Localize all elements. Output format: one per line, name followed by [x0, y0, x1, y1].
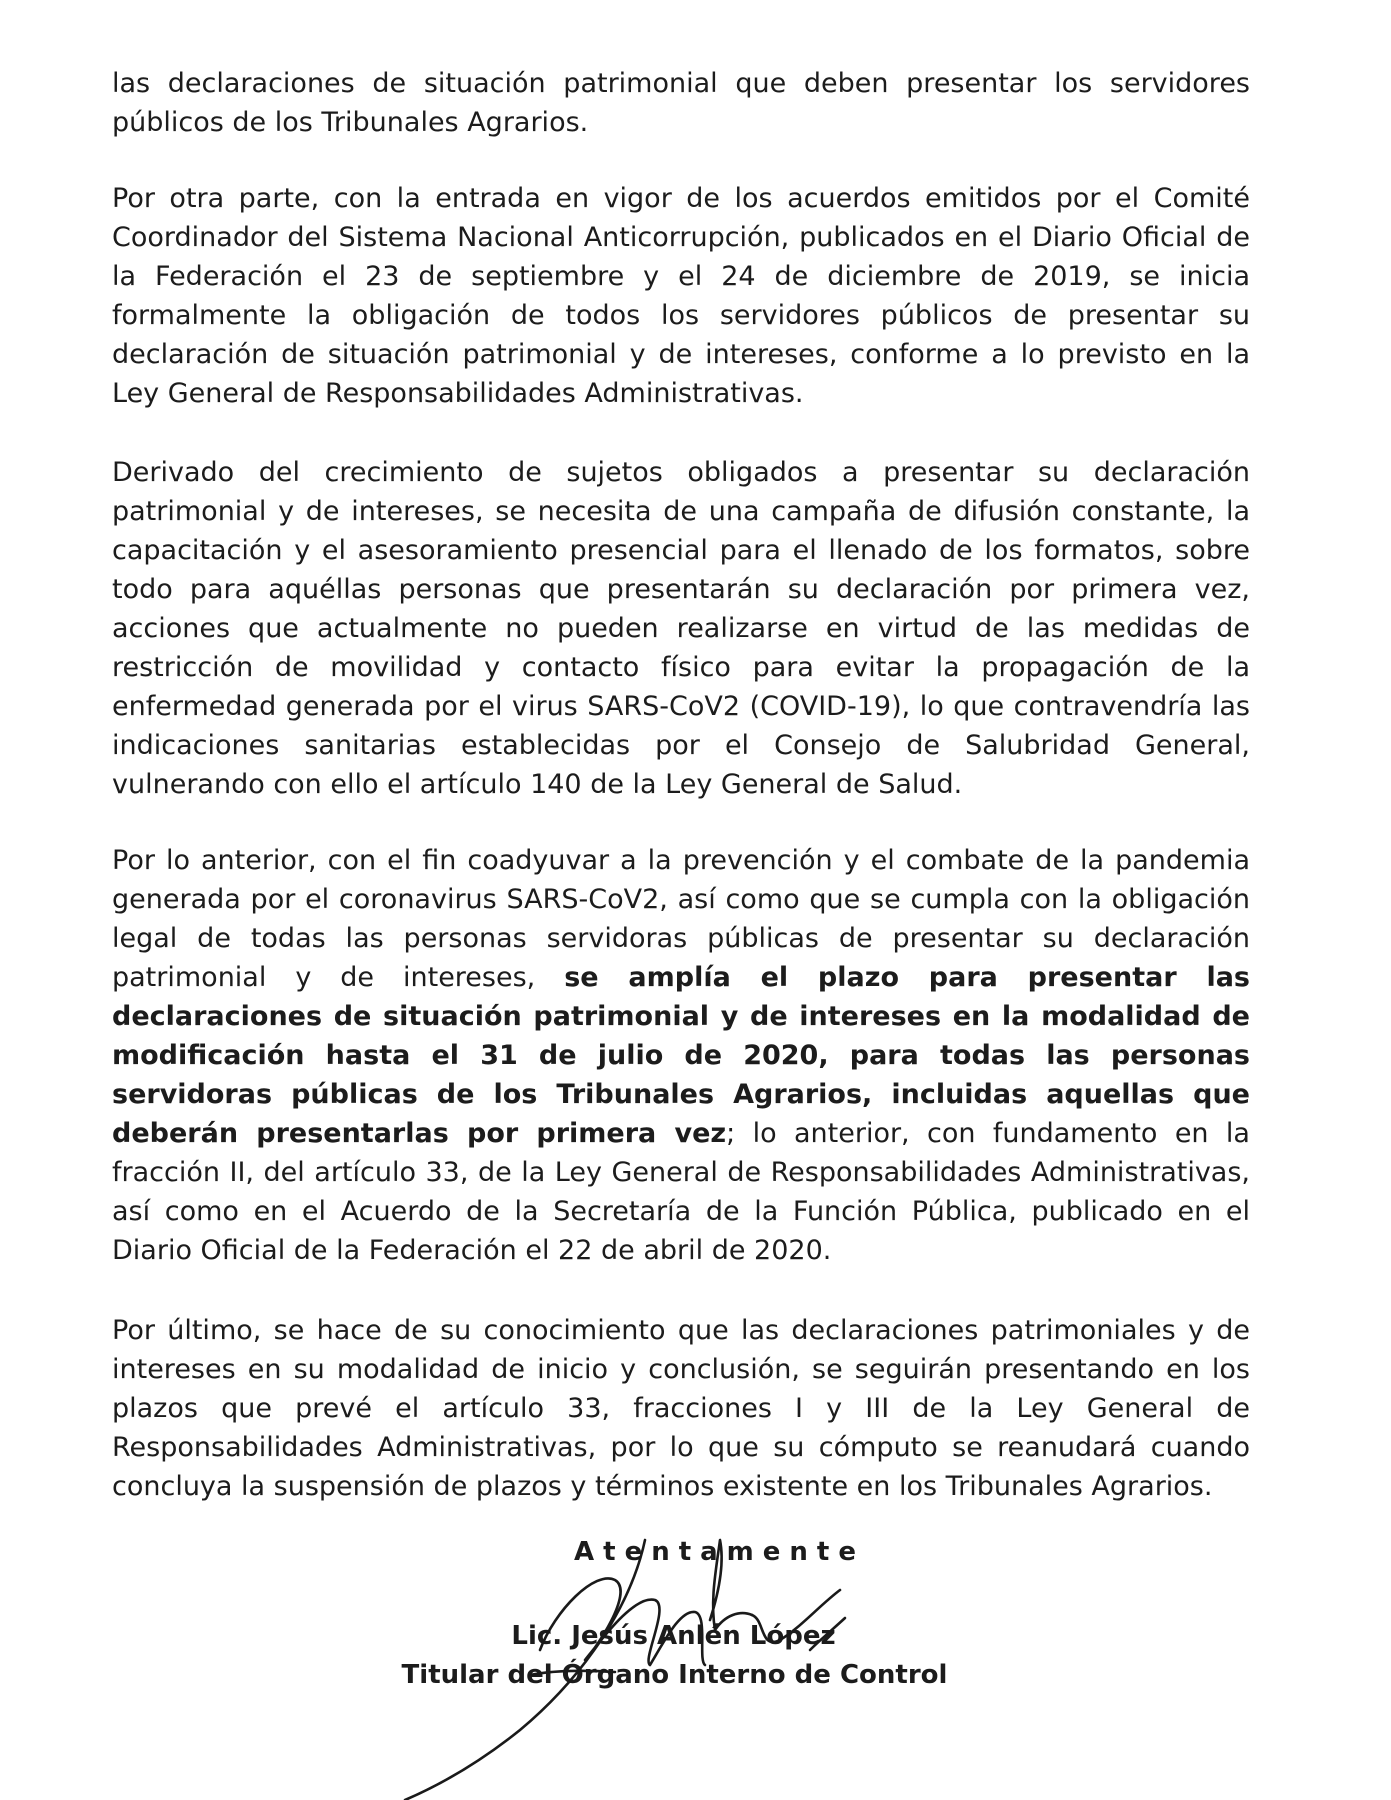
paragraph-covid-restrictions: Derivado del crecimiento de sujetos obligados a presentar su declaración patrimonial y de intereses, se necesita de una campaña de difusión constante, la capacitación y el asesoramiento presencial para el llenado de los formatos, sobre todo para aquéllas personas que presentarán su declaración por primera vez, acciones que actualmente no pueden realizarse en virtud de las medidas de restricción de movilidad y contacto físico para evitar la propagación de la enfermedad generada por el virus SARS-CoV2 (COVID-19), lo que contravendría las indicaciones sanitarias establecidas por el Consejo de Salubridad General, vulnerando con ello el artículo 140 de la Ley General de Salud.: [112, 457, 1250, 800]
paragraph-anticorruption-agreements: Por otra parte, con la entrada en vigor de los acuerdos emitidos por el Comité Coordinador del Sistema Nacional Anticorrupción, publicados en el Diario Oficial de la Federación el 23 de septiembre y el 24 de diciembre de 2019, se inicia formalmente la obligación de todos los servidores públicos de presentar su declaración de situación patrimonial y de intereses, conforme a lo previsto en la Ley General de Responsabilidades Administrativas.: [112, 183, 1250, 409]
paragraph-deadline-extension-start: Por lo anterior, con el fin coadyuvar a la prevención y el combate de la pandemia generada por el coronavirus SARS-CoV2, así como que se cumpla con la obligación legal de todas las personas servidoras públicas de presentar su declaración patrimonial y de intereses,: [112, 845, 1250, 993]
paragraph-deadline-extension: [112, 841, 1250, 1270]
deadline-extension-bold-text: se amplía el plazo para presentar las declaraciones de situación patrimonial y de intereses en la modalidad de modificación hasta el 31 de julio de 2020, para todas las personas servidoras públicas de los Tribunales Agrarios, incluidas aquellas que deberán presentarlas por primera vez: [112, 962, 1250, 1149]
signer-title: Titular del Órgano Interno de Control: [401, 1660, 948, 1690]
closing-salutation: Atentamente: [574, 1537, 865, 1567]
signer-name: Lic. Jesús Anlén López: [511, 1621, 836, 1651]
paragraph-intro-continuation: las declaraciones de situación patrimonial que deben presentar los servidores públicos de los Tribunales Agrarios.: [112, 68, 1250, 138]
paragraph-deadline-extension-end: ; lo anterior, con fundamento en la fracción II, del artículo 33, de la Ley General de Responsabilidades Administrativas, así como en el Acuerdo de la Secretaría de la Función Pública, publicado en el Diario Oficial de la Federación el 22 de abril de 2020.: [112, 1118, 1250, 1266]
paragraph-final-notice: Por último, se hace de su conocimiento que las declaraciones patrimoniales y de intereses en su modalidad de inicio y conclusión, se seguirán presentando en los plazos que prevé el artículo 33, fracciones I y III de la Ley General de Responsabilidades Administrativas, por lo que su cómputo se reanudará cuando concluya la suspensión de plazos y términos existente en los Tribunales Agrarios.: [112, 1315, 1250, 1502]
